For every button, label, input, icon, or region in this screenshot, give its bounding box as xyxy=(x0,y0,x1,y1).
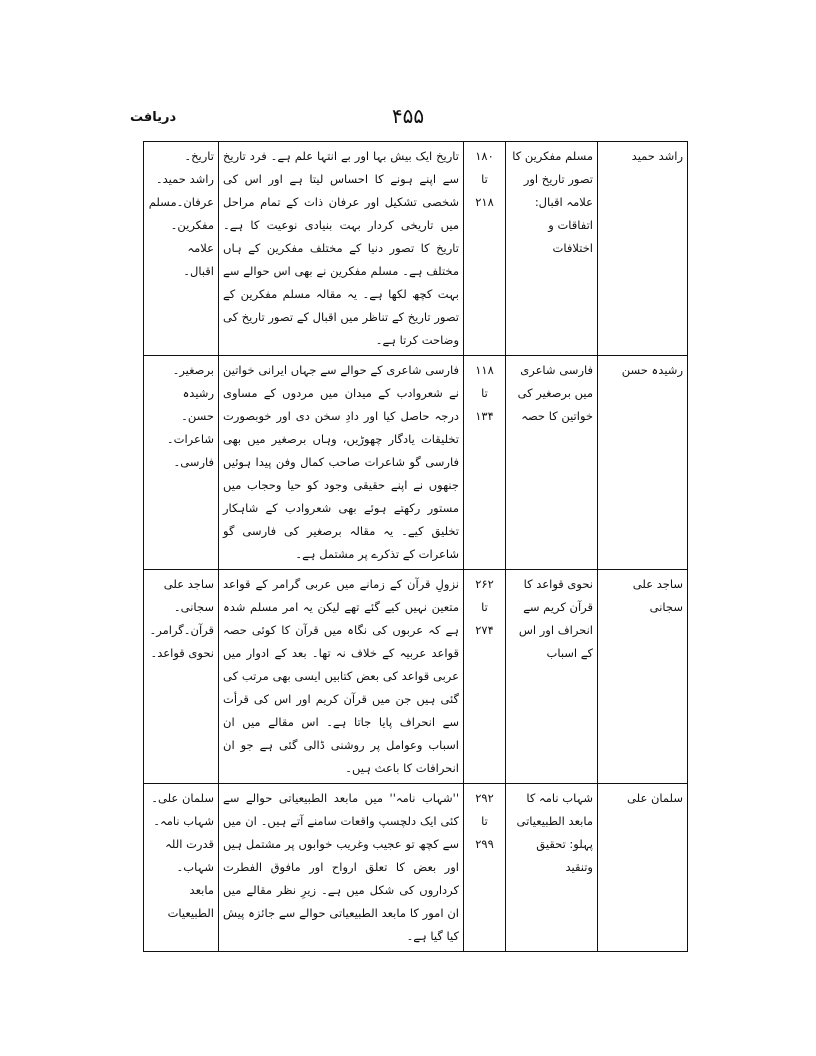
page-separator: تا xyxy=(481,386,488,400)
keyword: فارسی۔ xyxy=(173,455,214,469)
keyword: عرفان۔مسلم xyxy=(148,195,214,209)
keyword: نحوی قواعد۔ xyxy=(150,646,214,660)
abstract-cell: فارسی شاعری کے حوالے سے جہاں ایرانی خواتین نے شعروادب کے میدان میں مردوں کے مساوی درجہ حاصل کیا اور دادِ سخن دی اور خوبصورت تخلیقات یادگار چھوڑیں، وہاں برصغیر میں بھی فارسی گو شاعرات صاحب کمال وفن پیدا ہوئیں جنھوں نے اپنے حقیقی وجود کو حیا وحجاب میں مستور رکھتے ہوئے بھی شعروادب کے شاہکار تخلیق کیے۔ یہ مقالہ برصغیر کی فارسی گو شاعرات کے تذکرے پر مشتمل ہے۔ xyxy=(219,356,464,570)
page-end: ۲۷۴ xyxy=(475,623,494,637)
author-cell: راشد حمید xyxy=(598,142,688,356)
abstract-cell: ''شہاب نامہ'' میں مابعد الطبیعیاتی حوالے سے کئی ایک دلچسپ واقعات سامنے آتے ہیں۔ ان میں سے کچھ تو عجیب وغریب خوابوں پر مشتمل ہیں اور بعض کا تعلق ارواح اور مافوق الفطرت کرداروں کی شکل میں ہے۔ زیرِ نظر مقالے میں ان امور کا مابعد الطبیعیاتی حوالے سے جائزہ پیش کیا گیا ہے۔ xyxy=(219,784,464,952)
page-end: ۲۱۸ xyxy=(475,195,494,209)
table-row xyxy=(144,142,688,356)
page-end: ۲۹۹ xyxy=(475,837,494,851)
title-cell: شہاب نامہ کا مابعد الطبیعیاتی پہلو: تحقیق وتنقید xyxy=(506,784,598,952)
keywords-cell xyxy=(144,356,219,570)
keywords-cell xyxy=(144,142,219,356)
page-separator: تا xyxy=(481,600,488,614)
table-row xyxy=(144,570,688,784)
page-start: ۱۱۸ xyxy=(475,363,494,377)
page-separator: تا xyxy=(481,814,488,828)
keyword: برصغیر۔رشیدہ xyxy=(172,363,214,400)
keyword: راشد حمید۔ xyxy=(155,172,214,186)
table-row xyxy=(144,356,688,570)
page-header-label: دریافت xyxy=(130,110,177,125)
title-cell: مسلم مفکرین کا تصور تاریخ اور علامہ اقبال: اتفاقات و اختلافات xyxy=(506,142,598,356)
pages-cell xyxy=(464,784,506,952)
title-cell: نحوی قواعد کا قرآن کریم سے انحراف اور اس کے اسباب xyxy=(506,570,598,784)
keyword: قدرت اللہ xyxy=(165,837,214,851)
keyword: شہاب۔ xyxy=(176,860,214,874)
keywords-cell xyxy=(144,570,219,784)
author-cell: سلمان علی xyxy=(598,784,688,952)
abstract-cell: نزولِ قرآن کے زمانے میں عربی گرامر کے قواعد متعین نہیں کیے گئے تھے لیکن یہ امر مسلم شدہ ہے کہ عربوں کی نگاہ میں قرآن کا کوئی حصہ قواعد عربیہ کے خلاف نہ تھا۔ بعد کے ادوار میں عربی قواعد کی بعض کتابیں ایسی بھی مرتب کی گئی ہیں جن میں قرآن کریم اور اس کی قرأت سے انحراف پایا جاتا ہے۔ اس مقالے میں ان اسباب وعوامل پر روشنی ڈالی گئی ہے جو ان انحرافات کا باعث ہیں۔ xyxy=(219,570,464,784)
keywords-cell xyxy=(144,784,219,952)
pages-cell xyxy=(464,570,506,784)
page-start: ۲۶۲ xyxy=(475,577,494,591)
page-start: ۲۹۲ xyxy=(475,791,494,805)
page-separator: تا xyxy=(481,172,488,186)
page-number: ۴۵۵ xyxy=(391,104,425,128)
keyword: مابعد الطبیعیات xyxy=(167,883,214,920)
keyword: سلمان علی۔ xyxy=(151,791,214,805)
page-end: ۱۳۴ xyxy=(475,409,494,423)
abstract-cell: تاریخ ایک بیش بہا اور بے انتہا علم ہے۔ فرد تاریخ سے اپنے ہونے کا احساس لیتا ہے اور اس کی شخصی تشکیل اور عرفان ذات کے تمام مراحل میں تاریخی کردار بہت بنیادی نوعیت کا ہے۔ تاریخ کا تصور دنیا کے مختلف مفکرین کے ہاں مختلف ہے۔ مسلم مفکرین نے بھی اس حوالے سے بہت کچھ لکھا ہے۔ یہ مقالہ مسلم مفکرین کے تصور تاریخ کے تناظر میں اقبال کے تصور تاریخ کی وضاحت کرتا ہے۔ xyxy=(219,142,464,356)
keyword: مفکرین۔علامہ xyxy=(170,218,214,255)
pages-cell xyxy=(464,142,506,356)
keyword: شہاب نامہ۔ xyxy=(153,814,214,828)
page-start: ۱۸۰ xyxy=(475,149,494,163)
keyword: اقبال۔ xyxy=(183,264,214,278)
author-cell: رشیدہ حسن xyxy=(598,356,688,570)
author-cell: ساجد علی سجانی xyxy=(598,570,688,784)
title-cell: فارسی شاعری میں برصغیر کی خواتین کا حصہ xyxy=(506,356,598,570)
pages-cell xyxy=(464,356,506,570)
keyword: ساجد علی سجانی۔ xyxy=(163,577,214,614)
keyword: حسن۔شاعرات۔ xyxy=(166,409,214,446)
table-row xyxy=(144,784,688,952)
article-index-table xyxy=(143,141,688,952)
keyword: تاریخ۔ xyxy=(184,149,214,163)
keyword: قرآن۔گرامر۔ xyxy=(149,623,214,637)
